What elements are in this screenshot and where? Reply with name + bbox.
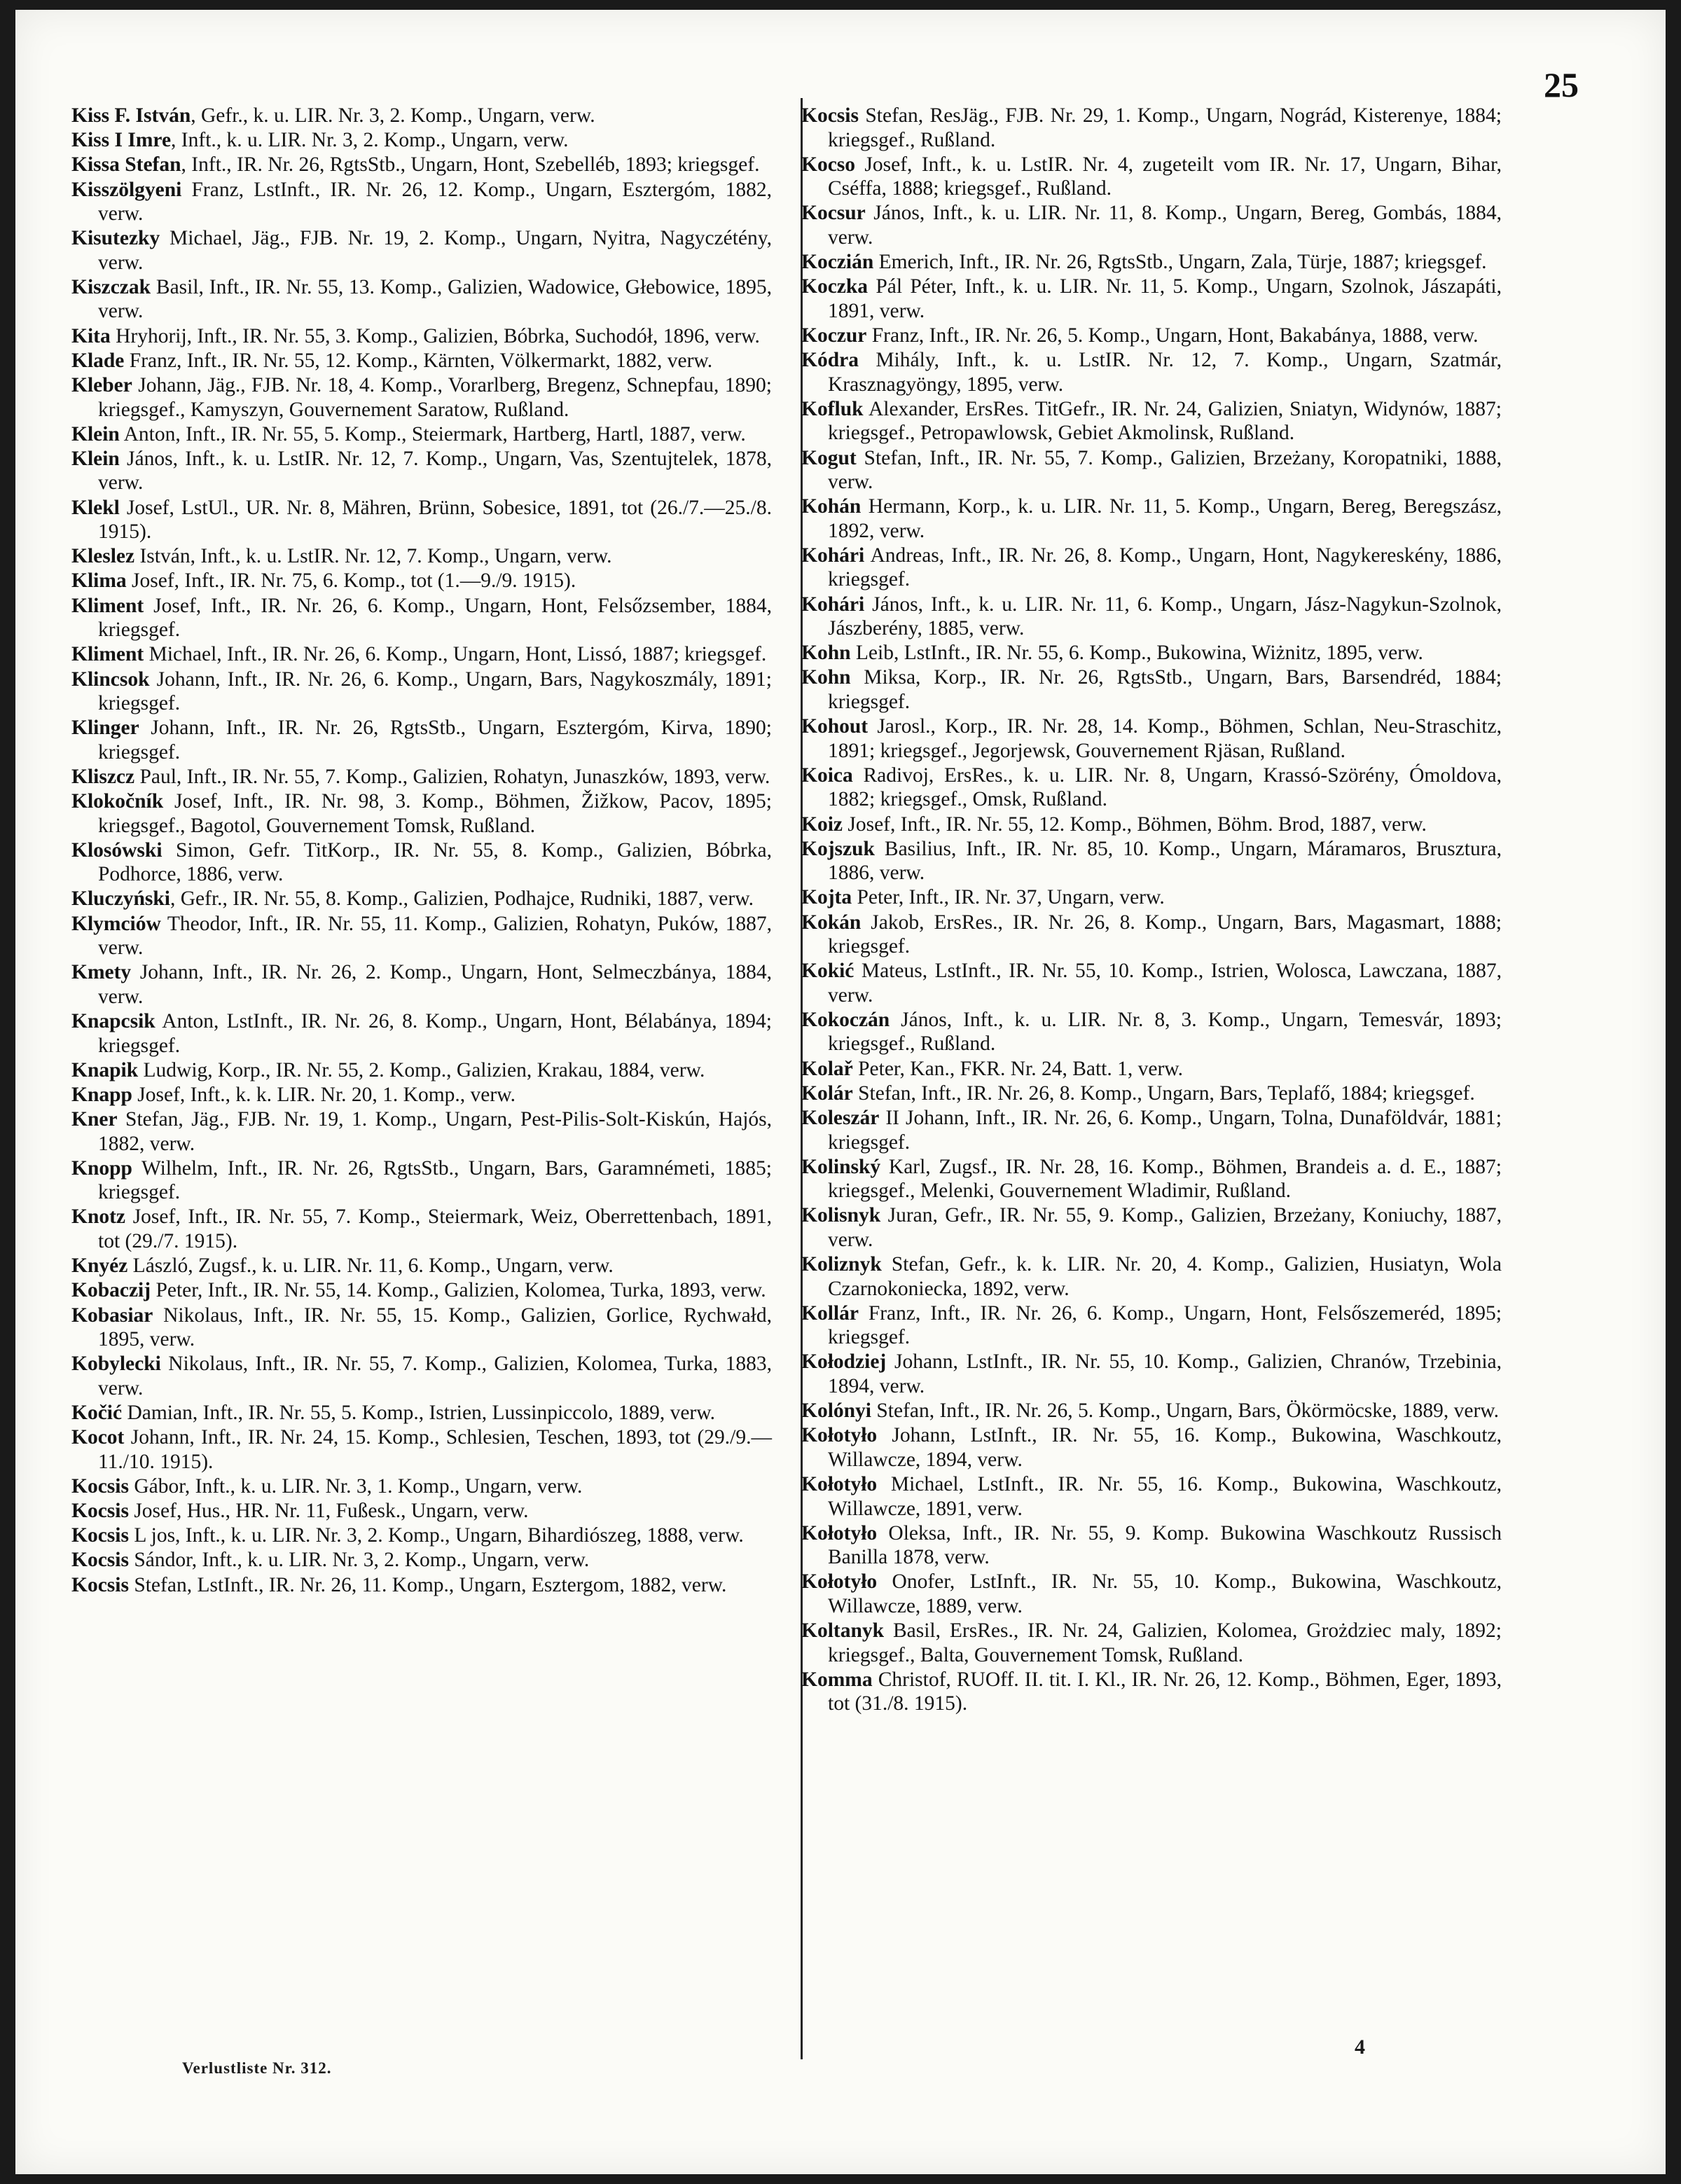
entry-details: Franz, Inft., IR. Nr. 55, 12. Komp., Kärnten, Völkermarkt, 1882, verw.: [124, 349, 713, 372]
casualty-entry: [801, 1570, 1502, 1618]
casualty-entry: [71, 1548, 772, 1573]
entry-surname: Kliment: [71, 643, 144, 666]
entry-surname: Kolár: [801, 1081, 853, 1105]
casualty-entry: [71, 569, 772, 593]
entry-details: , Inft., k. u. LIR. Nr. 3, 2. Komp., Ungarn, verw.: [171, 129, 569, 152]
casualty-entry: [801, 153, 1502, 201]
entry-surname: Kleslez: [71, 545, 135, 568]
entry-surname: Koliznyk: [801, 1253, 882, 1276]
entry-details: Juran, Gefr., IR. Nr. 55, 9. Komp., Galizien, Brzeżany, Koniuchy, 1887, verw.: [828, 1204, 1502, 1251]
entry-details: János, Inft., k. u. LIR. Nr. 8, 3. Komp., Ungarn, Temesvár, 1893; kriegsgef., Rußland.: [828, 1008, 1502, 1056]
casualty-entry: [801, 1106, 1502, 1154]
entry-details: Anton, LstInft., IR. Nr. 26, 8. Komp., Ungarn, Hont, Bélabánya, 1894; kriegsgef.: [98, 1010, 772, 1057]
entry-surname: Kocsis: [71, 1499, 129, 1522]
entry-surname: Kocsur: [801, 202, 866, 225]
casualty-entry: [801, 1350, 1502, 1398]
entry-details: Josef, Inft., k. u. LstIR. Nr. 4, zugeteilt vom IR. Nr. 17, Ungarn, Bihar, Cséffa, 1888; kriegsgef., Rußland.: [828, 153, 1502, 200]
entry-surname: Knopp: [71, 1156, 132, 1180]
entry-surname: Kołotyło: [801, 1424, 878, 1447]
entry-details: Josef, Hus., HR. Nr. 11, Fußesk., Ungarn, verw.: [128, 1499, 529, 1522]
entry-surname: Knapp: [71, 1083, 132, 1106]
right-column: [801, 104, 1502, 1716]
casualty-entry: [71, 1083, 772, 1107]
entry-details: Josef, Inft., IR. Nr. 26, 6. Komp., Ungarn, Hont, Felsőzsember, 1884, kriegsgef.: [98, 594, 772, 642]
casualty-entry: [801, 1423, 1502, 1472]
entry-details: Basilius, Inft., IR. Nr. 85, 10. Komp., Ungarn, Máramaros, Brusztura, 1886, verw.: [828, 837, 1502, 885]
casualty-entry: [801, 1399, 1502, 1423]
entry-surname: Knotz: [71, 1205, 126, 1229]
entry-surname: Kokoczán: [801, 1008, 890, 1031]
casualty-entry: [801, 1252, 1502, 1301]
entry-details: Ludwig, Korp., IR. Nr. 55, 2. Komp., Galizien, Krakau, 1884, verw.: [138, 1058, 705, 1081]
entry-surname: Koczur: [801, 324, 867, 347]
entry-surname: Kódra: [801, 349, 859, 372]
entry-details: Johann, Jäg., FJB. Nr. 18, 4. Komp., Vorarlberg, Bregenz, Schnepfau, 1890; kriegsgef., Kamyszyn, Gouvernement Saratow, Rußland.: [98, 374, 772, 421]
entry-surname: Kluczyński: [71, 887, 170, 911]
entry-surname: Kissa Stefan: [71, 153, 181, 177]
entry-details: Emerich, Inft., IR. Nr. 26, RgtsStb., Ungarn, Zala, Türje, 1887; kriegsgef.: [873, 251, 1487, 274]
casualty-entry: [71, 275, 772, 324]
entry-details: Franz, Inft., IR. Nr. 26, 6. Komp., Ungarn, Hont, Felsőszemeréd, 1895; kriegsgef.: [828, 1301, 1502, 1349]
entry-surname: Kohári: [801, 593, 865, 616]
entry-details: Josef, LstUl., UR. Nr. 8, Mähren, Brünn, Sobesice, 1891, tot (26./7.—25./8. 1915).: [98, 496, 772, 544]
casualty-entry: [71, 422, 772, 447]
entry-surname: Kiss F. István: [71, 104, 191, 127]
entry-details: János, Inft., k. u. LstIR. Nr. 12, 7. Komp., Ungarn, Vas, Szentujtelek, 1878, verw.: [98, 447, 772, 495]
entry-details: Peter, Kan., FKR. Nr. 24, Batt. 1, verw.: [852, 1057, 1184, 1080]
entry-surname: Kliment: [71, 594, 144, 617]
casualty-entry: [71, 1107, 772, 1156]
entry-surname: Kołotyło: [801, 1521, 878, 1544]
entry-surname: Kohn: [801, 642, 851, 665]
entry-surname: Knapik: [71, 1058, 139, 1081]
entry-surname: Kolař: [801, 1057, 853, 1080]
entry-surname: Klade: [71, 349, 125, 372]
entry-surname: Knapcsik: [71, 1010, 155, 1032]
casualty-entry: [801, 885, 1502, 910]
entry-details: Johann, Inft., IR. Nr. 26, 6. Komp., Ungarn, Bars, Nagykoszmály, 1891; kriegsgef.: [98, 668, 772, 714]
casualty-entry: [71, 128, 772, 153]
casualty-entry: [71, 1009, 772, 1058]
entry-details: Onofer, LstInft., IR. Nr. 55, 10. Komp., Bukowina, Waschkoutz, Willawcze, 1889, verw.: [828, 1570, 1502, 1617]
entry-surname: Kocsis: [71, 1524, 129, 1547]
entry-details: Wilhelm, Inft., IR. Nr. 26, RgtsStb., Ungarn, Bars, Garamnémeti, 1885; kriegsgef.: [98, 1156, 772, 1204]
entry-surname: Kocso: [801, 153, 856, 176]
entry-details: Oleksa, Inft., IR. Nr. 55, 9. Komp. Bukowina Waschkoutz Russisch Banilla 1878, verw.: [828, 1521, 1502, 1569]
casualty-entry: [801, 1057, 1502, 1081]
casualty-entry: [801, 201, 1502, 249]
entry-surname: Koica: [801, 763, 853, 787]
entry-surname: Kisszölgyeni: [71, 178, 182, 201]
casualty-entry: [801, 593, 1502, 641]
entry-details: Michael, Inft., IR. Nr. 26, 6. Komp., Ungarn, Hont, Lissó, 1887; kriegsgef.: [144, 643, 767, 666]
entry-surname: Kocsis: [71, 1573, 129, 1596]
entry-surname: Kojta: [801, 886, 852, 909]
casualty-entry: [801, 959, 1502, 1007]
entry-details: Johann, Inft., IR. Nr. 24, 15. Komp., Schlesien, Teschen, 1893, tot (29./9.—11./10. 1915).: [98, 1426, 772, 1473]
casualty-entry: [801, 104, 1502, 152]
entry-surname: Koiz: [801, 813, 843, 836]
casualty-entry: [801, 495, 1502, 543]
entry-details: János, Inft., k. u. LIR. Nr. 11, 6. Komp., Ungarn, Jász-Nagykun-Szolnok, Jászberény, 1885, verw.: [828, 593, 1502, 640]
casualty-entry: [801, 714, 1502, 763]
page-number: 25: [1544, 65, 1579, 104]
entry-surname: Koltanyk: [801, 1619, 885, 1643]
entry-details: Theodor, Inft., IR. Nr. 55, 11. Komp., Galizien, Rohatyn, Puków, 1887, verw.: [98, 912, 772, 960]
casualty-entry: [71, 642, 772, 667]
entry-surname: Kolinský: [801, 1155, 881, 1178]
left-column: [71, 104, 772, 1598]
casualty-entry: [801, 544, 1502, 592]
entry-surname: Kliszcz: [71, 765, 135, 788]
entry-details: Franz, Inft., IR. Nr. 26, 5. Komp., Ungarn, Hont, Bakabánya, 1888, verw.: [866, 324, 1479, 347]
entry-surname: Klekl: [71, 496, 120, 519]
casualty-entry: [71, 1425, 772, 1474]
entry-details: Josef, Inft., IR. Nr. 55, 12. Komp., Böhmen, Böhm. Brod, 1887, verw.: [843, 813, 1427, 836]
entry-details: Johann, LstInft., IR. Nr. 55, 10. Komp., Galizien, Chranów, Trzebinia, 1894, verw.: [828, 1350, 1502, 1397]
entry-surname: Klosówski: [71, 838, 162, 862]
entry-details: Karl, Zugsf., IR. Nr. 28, 16. Komp., Böhmen, Brandeis a. d. E., 1887; kriegsgef., Melenki, Gouvernement Wladimir, Rußland.: [828, 1155, 1502, 1203]
entry-surname: Komma: [801, 1668, 873, 1691]
entry-surname: Koczián: [801, 251, 874, 274]
casualty-entry: [71, 1401, 772, 1425]
entry-surname: Kobaczij: [71, 1279, 151, 1302]
entry-surname: Kocsis: [71, 1549, 129, 1572]
casualty-entry: [71, 1499, 772, 1523]
casualty-entry: [71, 373, 772, 422]
entry-surname: Kofluk: [801, 397, 864, 420]
entry-details: Simon, Gefr. TitKorp., IR. Nr. 55, 8. Komp., Galizien, Bóbrka, Podhorce, 1886, verw.: [98, 838, 772, 886]
entry-surname: Kmety: [71, 961, 132, 984]
casualty-entry: [801, 1521, 1502, 1570]
casualty-entry: [71, 594, 772, 642]
entry-details: Peter, Inft., IR. Nr. 37, Ungarn, verw.: [852, 886, 1165, 909]
entry-details: Christof, RUOff. II. tit. I. Kl., IR. Nr. 26, 12. Komp., Böhmen, Eger, 1893, tot (31./8. 1915).: [828, 1668, 1502, 1715]
entry-details: Josef, Inft., IR. Nr. 75, 6. Komp., tot (1.—9./9. 1915).: [126, 569, 576, 593]
entry-surname: Klincsok: [71, 668, 150, 691]
entry-surname: Kokić: [801, 960, 855, 983]
entry-surname: Kolónyi: [801, 1399, 871, 1423]
entry-details: Pál Péter, Inft., k. u. LIR. Nr. 11, 5. Komp., Ungarn, Szolnok, Jászapáti, 1891, verw.: [828, 275, 1502, 322]
casualty-entry: [801, 641, 1502, 665]
casualty-entry: [801, 665, 1502, 714]
casualty-entry: [71, 1474, 772, 1499]
entry-details: Stefan, Inft., IR. Nr. 26, 5. Komp., Ungarn, Bars, Ökörmöcske, 1889, verw.: [871, 1399, 1500, 1423]
entry-details: , Gefr., k. u. LIR. Nr. 3, 2. Komp., Ungarn, verw.: [191, 104, 595, 127]
casualty-entry: [801, 1203, 1502, 1252]
casualty-entry: [71, 1205, 772, 1253]
entry-details: Sándor, Inft., k. u. LIR. Nr. 3, 2. Komp., Ungarn, verw.: [128, 1549, 590, 1572]
entry-surname: Kogut: [801, 446, 857, 469]
casualty-entry: [71, 1523, 772, 1548]
casualty-entry: [801, 1155, 1502, 1203]
entry-surname: Kobylecki: [71, 1353, 161, 1376]
casualty-entry: [71, 887, 772, 911]
casualty-entry: [801, 1472, 1502, 1521]
casualty-entry: [71, 668, 772, 716]
entry-details: Anton, Inft., IR. Nr. 55, 5. Komp., Steiermark, Hartberg, Hartl, 1887, verw.: [119, 422, 746, 445]
entry-details: Johann, LstInft., IR. Nr. 55, 16. Komp., Bukowina, Waschkoutz, Willawcze, 1894, verw.: [828, 1424, 1502, 1471]
casualty-entry: [801, 1008, 1502, 1056]
entry-details: Nikolaus, Inft., IR. Nr. 55, 15. Komp., Galizien, Gorlice, Rychwałd, 1895, verw.: [98, 1304, 772, 1350]
entry-surname: Kohári: [801, 544, 865, 567]
entry-surname: Kolisnyk: [801, 1204, 881, 1227]
footer-signature-mark: 4: [1355, 2036, 1365, 2059]
entry-details: , Gefr., IR. Nr. 55, 8. Komp., Galizien, Podhajce, Rudniki, 1887, verw.: [170, 887, 754, 911]
casualty-entry: [71, 349, 772, 373]
entry-surname: Kocsis: [801, 104, 859, 127]
entry-surname: Kiss I Imre: [71, 129, 172, 152]
entry-details: Franz, LstInft., IR. Nr. 26, 12. Komp., Ungarn, Esztergóm, 1882, verw.: [98, 178, 772, 226]
entry-surname: Kisutezky: [71, 227, 160, 250]
casualty-entry: [71, 544, 772, 569]
casualty-entry: [71, 1352, 772, 1400]
entry-details: Peter, Inft., IR. Nr. 55, 14. Komp., Galizien, Kolomea, Turka, 1893, verw.: [151, 1279, 766, 1302]
casualty-entry: [71, 765, 772, 789]
entry-details: Stefan, Inft., IR. Nr. 26, 8. Komp., Ungarn, Bars, Teplafő, 1884; kriegsgef.: [852, 1081, 1475, 1105]
casualty-entry: [71, 838, 772, 887]
casualty-entry: [801, 911, 1502, 959]
casualty-entry: [801, 446, 1502, 495]
entry-details: Paul, Inft., IR. Nr. 55, 7. Komp., Galizien, Rohatyn, Junaszków, 1893, verw.: [134, 765, 770, 788]
entry-details: Johann, Inft., IR. Nr. 26, 2. Komp., Ungarn, Hont, Selmeczbánya, 1884, verw.: [98, 961, 772, 1008]
entry-details: Johann, Inft., IR. Nr. 26, RgtsStb., Ungarn, Esztergóm, Kirva, 1890; kriegsgef.: [98, 717, 772, 763]
entry-surname: Klinger: [71, 717, 139, 740]
entry-surname: Klokočník: [71, 790, 164, 813]
entry-details: II Johann, Inft., IR. Nr. 26, 6. Komp., Ungarn, Tolna, Dunaföldvár, 1881; kriegsgef.: [828, 1107, 1502, 1154]
casualty-entry: [801, 397, 1502, 445]
entry-surname: Klein: [71, 447, 120, 470]
casualty-entry: [71, 716, 772, 764]
entry-surname: Kollár: [801, 1301, 859, 1325]
casualty-entry: [801, 763, 1502, 812]
entry-details: Hryhorij, Inft., IR. Nr. 55, 3. Komp., Galizien, Bóbrka, Suchodół, 1896, verw.: [110, 324, 760, 347]
casualty-entry: [71, 960, 772, 1009]
entry-details: Michael, Jäg., FJB. Nr. 19, 2. Komp., Ungarn, Nyitra, Nagyczétény, verw.: [98, 227, 772, 274]
entry-details: Stefan, ResJäg., FJB. Nr. 29, 1. Komp., Ungarn, Nográd, Kisterenye, 1884; kriegsgef., Rußland.: [828, 104, 1502, 151]
entry-details: , Inft., IR. Nr. 26, RgtsStb., Ungarn, Hont, Szebelléb, 1893; kriegsgef.: [181, 153, 760, 177]
entry-surname: Kner: [71, 1108, 118, 1131]
casualty-entry: [801, 837, 1502, 885]
casualty-entry: [71, 153, 772, 177]
entry-surname: Kiszczak: [71, 275, 151, 298]
entry-surname: Kleber: [71, 374, 132, 396]
entry-details: Stefan, Gefr., k. k. LIR. Nr. 20, 4. Komp., Galizien, Husiatyn, Wola Czarnokoniecka, 1892, verw.: [828, 1253, 1502, 1300]
entry-surname: Kołotyło: [801, 1473, 878, 1495]
casualty-entry: [71, 1304, 772, 1352]
entry-details: Basil, ErsRes., IR. Nr. 24, Galizien, Kolomea, Grożdziec maly, 1892; kriegsgef., Balta, Gouvernement Tomsk, Rußland.: [828, 1619, 1502, 1666]
casualty-entry: [801, 1668, 1502, 1716]
entry-surname: Kocsis: [71, 1474, 129, 1498]
entry-surname: Kohn: [801, 666, 851, 689]
entry-surname: Kobasiar: [71, 1304, 153, 1327]
entry-surname: Kohán: [801, 495, 862, 518]
entry-details: Jakob, ErsRes., IR. Nr. 26, 8. Komp., Ungarn, Bars, Magasmart, 1888; kriegsgef.: [828, 911, 1502, 958]
entry-details: Josef, Inft., k. k. LIR. Nr. 20, 1. Komp., verw.: [132, 1083, 516, 1106]
entry-details: Michael, LstInft., IR. Nr. 55, 16. Komp., Bukowina, Waschkoutz, Willawcze, 1891, verw.: [828, 1473, 1502, 1520]
casualty-entry: [71, 104, 772, 128]
casualty-entry: [801, 348, 1502, 396]
casualty-entry: [71, 1278, 772, 1303]
entry-details: Leib, LstInft., IR. Nr. 55, 6. Komp., Bukowina, Wiżnitz, 1895, verw.: [850, 642, 1423, 665]
entry-details: László, Zugsf., k. u. LIR. Nr. 11, 6. Komp., Ungarn, verw.: [127, 1255, 614, 1278]
entry-surname: Kojszuk: [801, 837, 875, 860]
casualty-entry: [801, 1301, 1502, 1350]
casualty-entry: [71, 1156, 772, 1205]
casualty-entry: [801, 813, 1502, 837]
casualty-entry: [71, 324, 772, 349]
entry-details: Alexander, ErsRes. TitGefr., IR. Nr. 24, Galizien, Sniatyn, Widynów, 1887; kriegsgef., Petropawlowsk, Gebiet Akmolinsk, Rußland.: [828, 397, 1502, 445]
entry-details: Jarosl., Korp., IR. Nr. 28, 14. Komp., Böhmen, Schlan, Neu-Straschitz, 1891; kriegsgef., Jegorjewsk, Gouvernement Rjäsan, Rußland.: [828, 715, 1502, 762]
entry-surname: Kołotyło: [801, 1570, 878, 1594]
entry-surname: Koleszár: [801, 1107, 880, 1129]
entry-details: Basil, Inft., IR. Nr. 55, 13. Komp., Galizien, Wadowice, Głebowice, 1895, verw.: [98, 275, 772, 323]
entry-details: Josef, Inft., IR. Nr. 55, 7. Komp., Steiermark, Weiz, Oberrettenbach, 1891, tot (29./7. 1915).: [98, 1205, 772, 1252]
entry-details: Damian, Inft., IR. Nr. 55, 5. Komp., Istrien, Lussinpiccolo, 1889, verw.: [122, 1401, 715, 1424]
casualty-entry: [801, 250, 1502, 275]
entry-surname: Kita: [71, 324, 111, 347]
casualty-entry: [71, 1254, 772, 1278]
casualty-entry: [801, 1619, 1502, 1667]
entry-details: János, Inft., k. u. LIR. Nr. 11, 8. Komp., Ungarn, Bereg, Gombás, 1884, verw.: [828, 202, 1502, 249]
entry-details: Nikolaus, Inft., IR. Nr. 55, 7. Komp., Galizien, Kolomea, Turka, 1883, verw.: [98, 1353, 772, 1399]
casualty-entry: [71, 1573, 772, 1598]
casualty-entry: [71, 226, 772, 275]
entry-details: Mihály, Inft., k. u. LstIR. Nr. 12, 7. Komp., Ungarn, Szatmár, Krasznagyöngy, 1895, verw.: [828, 349, 1502, 396]
casualty-entry: [71, 1058, 772, 1083]
entry-surname: Kohout: [801, 715, 869, 738]
casualty-entry: [71, 178, 772, 226]
entry-details: Stefan, Inft., IR. Nr. 55, 7. Komp., Galizien, Brzeżany, Koropatniki, 1888, verw.: [828, 446, 1502, 493]
entry-surname: Klima: [71, 569, 127, 593]
casualty-entry: [801, 324, 1502, 348]
entry-surname: Kokán: [801, 911, 862, 934]
casualty-entry: [801, 275, 1502, 323]
entry-details: Hermann, Korp., k. u. LIR. Nr. 11, 5. Komp., Ungarn, Bereg, Beregszász, 1892, verw.: [828, 495, 1502, 542]
entry-surname: Kočić: [71, 1401, 123, 1424]
entry-details: Andreas, Inft., IR. Nr. 26, 8. Komp., Ungarn, Hont, Nagykereskény, 1886, kriegsgef.: [828, 544, 1502, 591]
footer-list-number: Verlustliste Nr. 312.: [182, 2059, 332, 2077]
entry-surname: Kołodziej: [801, 1350, 887, 1374]
casualty-entry: [801, 1081, 1502, 1106]
entry-details: Stefan, Jäg., FJB. Nr. 19, 1. Komp., Ungarn, Pest-Pilis-Solt-Kiskún, Hajós, 1882, verw.: [98, 1108, 772, 1155]
entry-details: Stefan, LstInft., IR. Nr. 26, 11. Komp., Ungarn, Esztergom, 1882, verw.: [128, 1573, 727, 1596]
entry-surname: Klein: [71, 422, 120, 445]
entry-surname: Koczka: [801, 275, 869, 298]
entry-details: Radivoj, ErsRes., k. u. LIR. Nr. 8, Ungarn, Krassó-Szörény, Ómoldova, 1882; kriegsgef., Omsk, Rußland.: [828, 763, 1502, 811]
entry-details: L jos, Inft., k. u. LIR. Nr. 3, 2. Komp., Ungarn, Bihardiószeg, 1888, verw.: [128, 1524, 744, 1547]
casualty-entry: [71, 912, 772, 960]
entry-details: Miksa, Korp., IR. Nr. 26, RgtsStb., Ungarn, Bars, Barsendréd, 1884; kriegsgef.: [828, 666, 1502, 713]
entry-surname: Kocot: [71, 1426, 125, 1449]
entry-details: Gábor, Inft., k. u. LIR. Nr. 3, 1. Komp., Ungarn, verw.: [128, 1474, 583, 1498]
entry-surname: Klymciów: [71, 912, 161, 935]
entry-details: Mateus, LstInft., IR. Nr. 55, 10. Komp., Istrien, Wolosca, Lawczana, 1887, verw.: [828, 960, 1502, 1007]
casualty-entry: [71, 496, 772, 544]
entry-surname: Knyéz: [71, 1255, 128, 1278]
entry-details: István, Inft., k. u. LstIR. Nr. 12, 7. Komp., Ungarn, verw.: [134, 545, 612, 568]
entry-details: Josef, Inft., IR. Nr. 98, 3. Komp., Böhmen, Žižkow, Pacov, 1895; kriegsgef., Bagotol, Gouvernement Tomsk, Rußland.: [98, 790, 772, 837]
casualty-entry: [71, 789, 772, 838]
casualty-entry: [71, 447, 772, 495]
